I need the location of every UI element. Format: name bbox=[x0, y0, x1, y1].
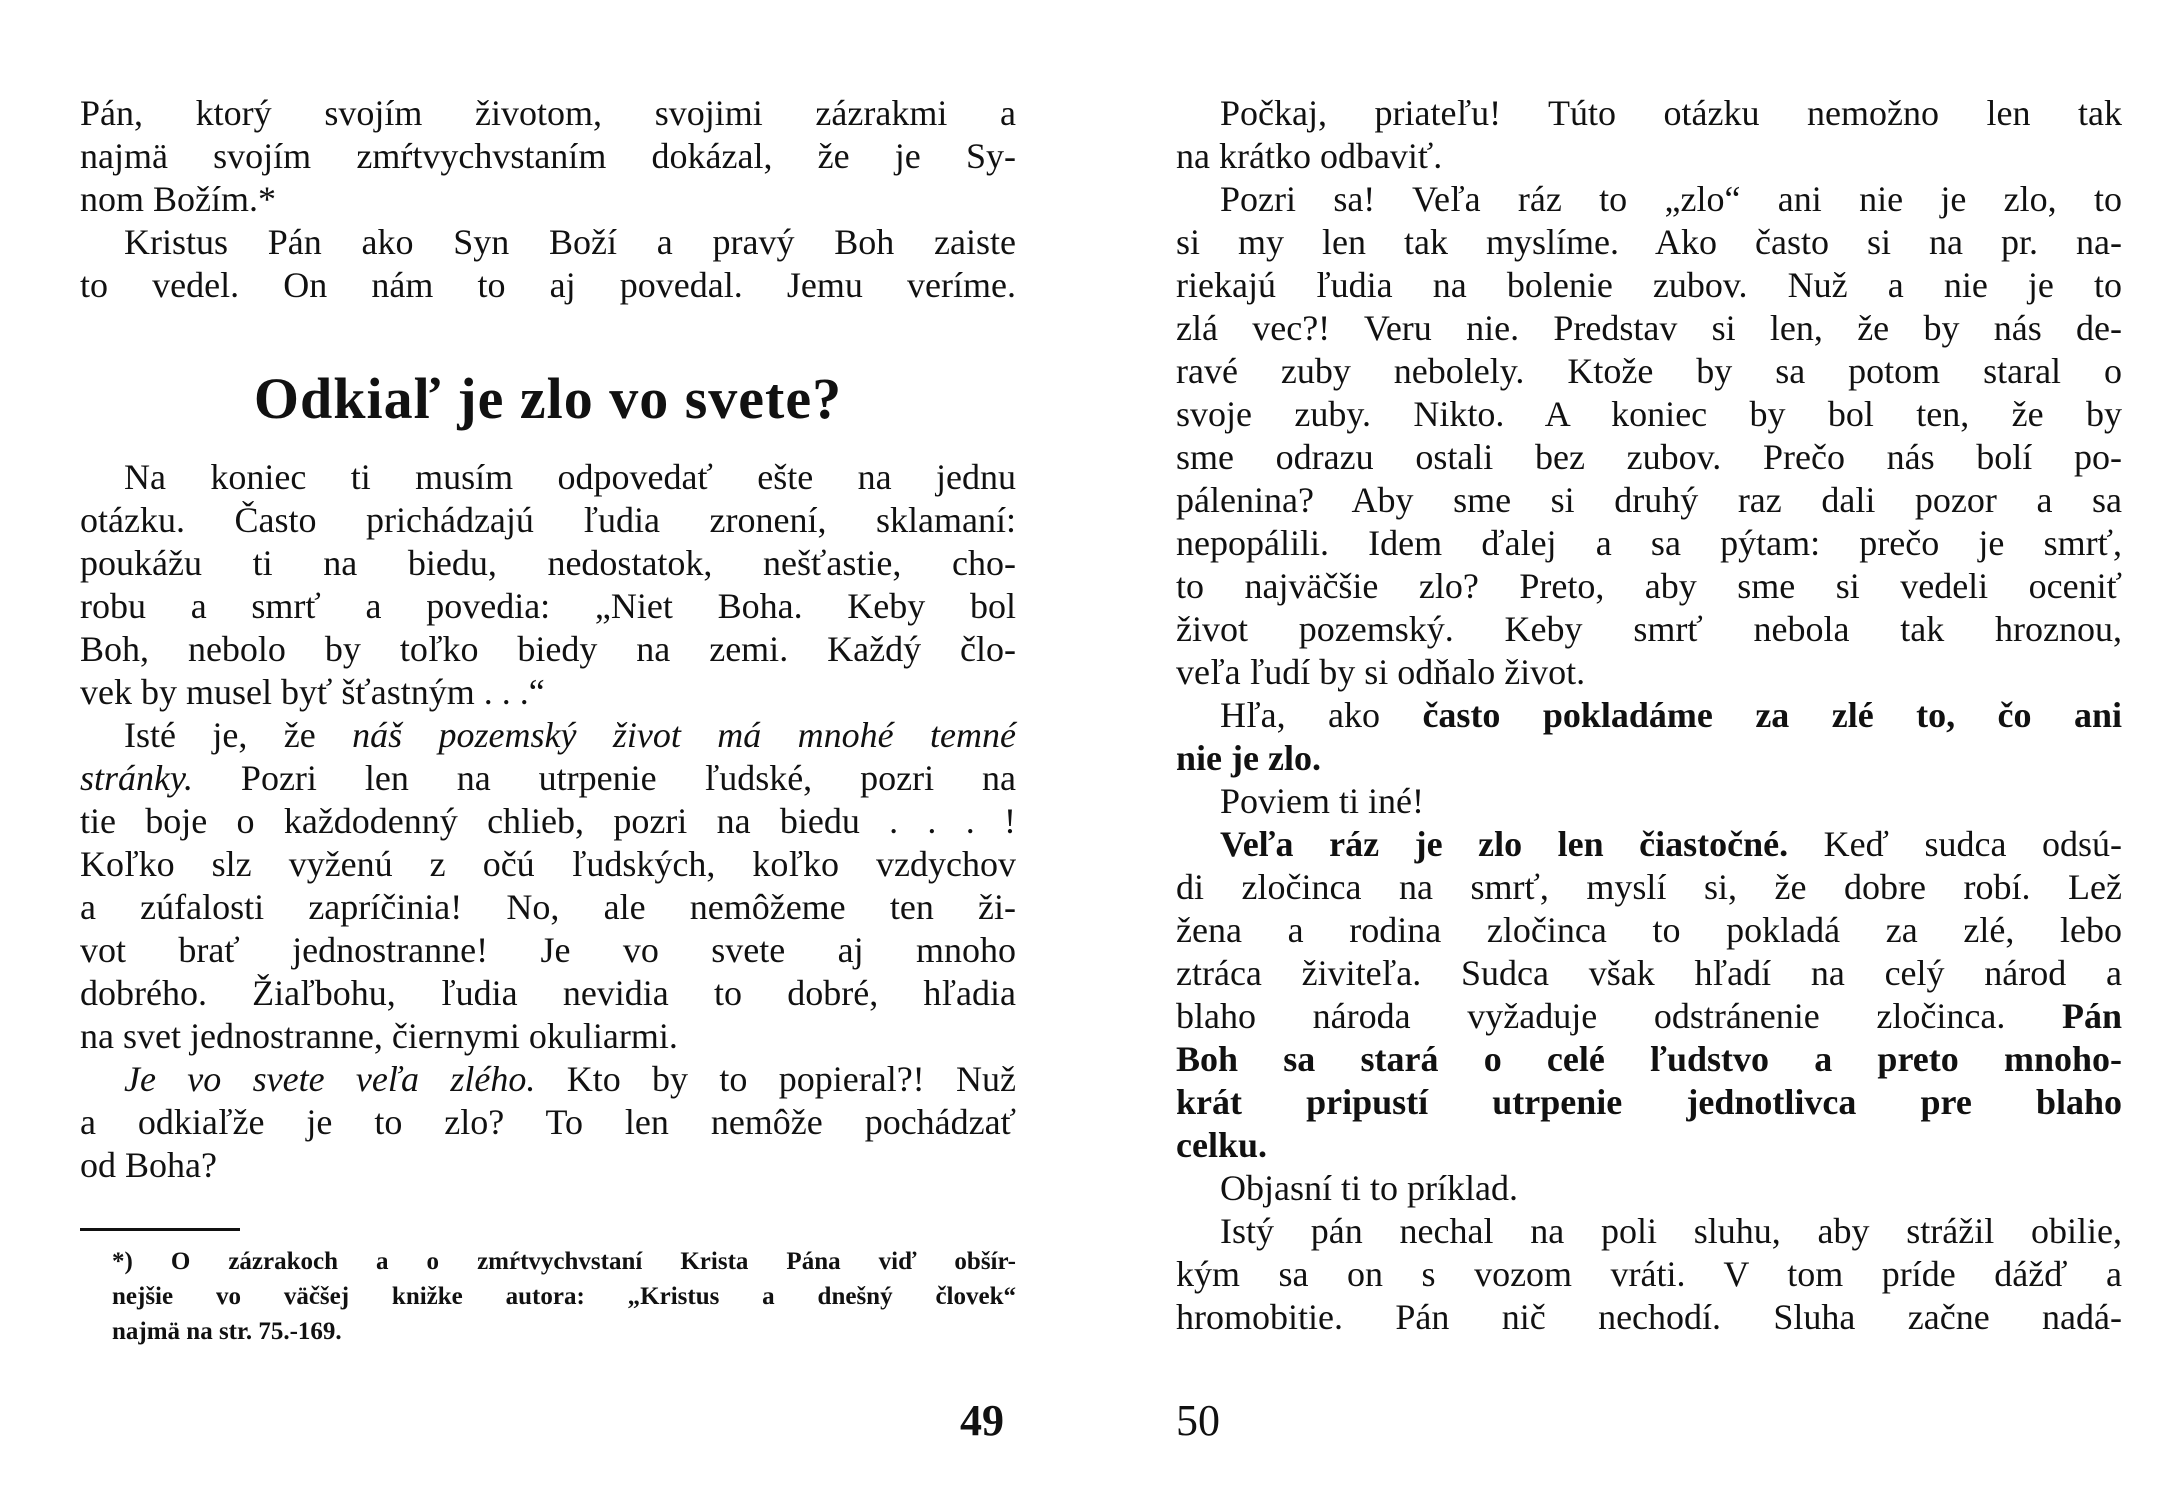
text-run: Keď sudca odsú- bbox=[1788, 824, 2122, 864]
text-line: zlá vec?! Veru nie. Predstav si len, že by nás de- bbox=[1176, 308, 2122, 348]
text-line: sme odrazu ostali bez zubov. Prečo nás bolí po- bbox=[1176, 437, 2122, 477]
text-line: nom Božím.* bbox=[80, 179, 276, 219]
text-line: Pán, ktorý svojím životom, svojimi zázrakmi a bbox=[80, 93, 1016, 133]
text-line: na svet jednostranne, čiernymi okuliarmi. bbox=[80, 1016, 678, 1056]
text-run: Hľa, ako bbox=[1220, 695, 1423, 735]
text-line: otázku. Často prichádzajú ľudia zronení, sklamaní: bbox=[80, 500, 1016, 540]
text-line: Istý pán nechal na poli sluhu, aby strážil obilie, bbox=[1220, 1211, 2122, 1251]
text-line: Objasní ti to príklad. bbox=[1220, 1168, 1518, 1208]
text-line: najmä svojím zmŕtvychvstaním dokázal, že je Sy- bbox=[80, 136, 1016, 176]
paragraph-r5 bbox=[1176, 823, 2122, 1167]
text-line: od Boha? bbox=[80, 1145, 217, 1185]
text-line: Počkaj, priateľu! Túto otázku nemožno len tak bbox=[1220, 93, 2122, 133]
text-line bbox=[80, 714, 1016, 757]
text-line: vek by musel byť šťastným . . .“ bbox=[80, 672, 545, 712]
text-line: veľa ľudí by si odňalo život. bbox=[1176, 652, 1586, 692]
text-line: Poviem ti iné! bbox=[1220, 781, 1424, 821]
text-line: Boh, nebolo by toľko biedy na zemi. Každý člo- bbox=[80, 629, 1016, 669]
text-line: di zločinca na smrť, myslí si, že dobre robí. Lež bbox=[1176, 867, 2122, 907]
text-line: Kristus Pán ako Syn Boží a pravý Boh zaiste bbox=[124, 222, 1016, 262]
paragraph-r7 bbox=[1176, 1210, 2122, 1339]
footnote bbox=[112, 1244, 1016, 1349]
text-line bbox=[80, 1058, 1016, 1101]
text-line: žena a rodina zločinca to pokladá za zlé, lebo bbox=[1176, 910, 2122, 950]
text-line: to vedel. On nám to aj povedal. Jemu veríme. bbox=[80, 265, 1016, 305]
text-run: Isté je, že bbox=[124, 715, 353, 755]
paragraph-2 bbox=[80, 221, 1016, 307]
italic-run: náš pozemský život má mnohé temné bbox=[352, 715, 1017, 755]
text-line: celku. bbox=[1176, 1125, 1268, 1165]
paragraph-r6 bbox=[1176, 1167, 2122, 1210]
text-line: kým sa on s vozom vráti. V tom príde dážď a bbox=[1176, 1254, 2122, 1294]
text-line: na krátko odbaviť. bbox=[1176, 136, 1443, 176]
text-line: dobrého. Žiaľbohu, ľudia nevidia to dobré, hľadia bbox=[80, 973, 1016, 1013]
text-line bbox=[80, 757, 1016, 800]
left-body-main bbox=[80, 456, 1016, 1187]
text-line: tie boje o každodenný chlieb, pozri na biedu . . . ! bbox=[80, 801, 1016, 841]
text-line: poukážu ti na biedu, nedostatok, nešťastie, cho- bbox=[80, 543, 1016, 583]
section-heading: Odkiaľ je zlo vo svete? bbox=[253, 366, 843, 431]
text-line: Pozri sa! Veľa ráz to „zlo“ ani nie je zlo, to bbox=[1220, 179, 2122, 219]
text-line: hromobitie. Pán nič nechodí. Sluha začne nadá- bbox=[1176, 1297, 2122, 1337]
paragraph-r4 bbox=[1176, 780, 2122, 823]
text-line: si my len tak myslíme. Ako často si na pr. na- bbox=[1176, 222, 2122, 262]
text-line bbox=[1176, 694, 2122, 737]
footnote-divider bbox=[80, 1228, 240, 1231]
italic-run: stránky. bbox=[80, 758, 193, 798]
text-line: nie je zlo. bbox=[1176, 738, 1321, 778]
text-line: a odkiaľže je to zlo? To len nemôže pochádzať bbox=[80, 1102, 1016, 1142]
text-line bbox=[1176, 823, 2122, 866]
italic-run: Je vo svete veľa zlého. bbox=[124, 1059, 536, 1099]
text-line: a zúfalosti zapríčinia! No, ale nemôžeme ten ži- bbox=[80, 887, 1016, 927]
paragraph-5 bbox=[80, 1058, 1016, 1187]
paragraph-r3 bbox=[1176, 694, 2122, 780]
bold-run: často pokladáme za zlé to, čo ani bbox=[1422, 695, 2122, 735]
left-body-top bbox=[80, 92, 1016, 307]
text-line: ravé zuby nebolely. Ktože by sa potom staral o bbox=[1176, 351, 2122, 391]
paragraph-4 bbox=[80, 714, 1016, 1058]
text-line: Na koniec ti musím odpovedať ešte na jednu bbox=[124, 457, 1016, 497]
text-run: blaho národa vyžaduje odstránenie zločinca. bbox=[1176, 996, 2062, 1036]
text-line: vot brať jednostranne! Je vo svete aj mnoho bbox=[80, 930, 1016, 970]
text-line: život pozemský. Keby smrť nebola tak hroznou, bbox=[1176, 609, 2122, 649]
paragraph-1 bbox=[80, 92, 1016, 221]
text-line: svoje zuby. Nikto. A koniec by bol ten, že by bbox=[1176, 394, 2122, 434]
text-line: nepopálili. Idem ďalej a sa pýtam: prečo je smrť, bbox=[1176, 523, 2122, 563]
footnote-line: najmä na str. 75.-169. bbox=[112, 1318, 342, 1345]
text-line: krát pripustí utrpenie jednotlivca pre blaho bbox=[1176, 1082, 2122, 1122]
text-line: Boh sa stará o celé ľudstvo a preto mnoho- bbox=[1176, 1039, 2122, 1079]
text-run: Pozri len na utrpenie ľudské, pozri na bbox=[193, 758, 1016, 798]
text-line: Koľko slz vyženú z očú ľudských, koľko vzdychov bbox=[80, 844, 1016, 884]
paragraph-3 bbox=[80, 456, 1016, 714]
text-run: Kto by to popieral?! Nuž bbox=[535, 1059, 1016, 1099]
page-number-right: 50 bbox=[1176, 1396, 1220, 1445]
text-line: ztráca živiteľa. Sudca však hľadí na celý národ a bbox=[1176, 953, 2122, 993]
page-number-left: 49 bbox=[960, 1396, 1004, 1445]
bold-run: Pán bbox=[2061, 996, 2122, 1036]
text-line: pálenina? Aby sme si druhý raz dali pozor a sa bbox=[1176, 480, 2122, 520]
footnote-line: nejšie vo väčšej knižke autora: „Kristus a dnešný človek“ bbox=[112, 1283, 1016, 1310]
text-line: riekajú ľudia na bolenie zubov. Nuž a nie je to bbox=[1176, 265, 2122, 305]
text-line bbox=[1176, 995, 2122, 1038]
paragraph-r2 bbox=[1176, 178, 2122, 694]
paragraph-r1 bbox=[1176, 92, 2122, 178]
bold-run: Veľa ráz je zlo len čiastočné. bbox=[1220, 824, 1789, 864]
text-line: robu a smrť a povedia: „Niet Boha. Keby bol bbox=[80, 586, 1016, 626]
footnote-line: *) O zázrakoch a o zmŕtvychvstaní Krista Pána viď obšír- bbox=[112, 1248, 1016, 1275]
right-body bbox=[1176, 92, 2122, 1339]
text-line: to najväčšie zlo? Preto, aby sme si vedeli oceniť bbox=[1176, 566, 2122, 606]
